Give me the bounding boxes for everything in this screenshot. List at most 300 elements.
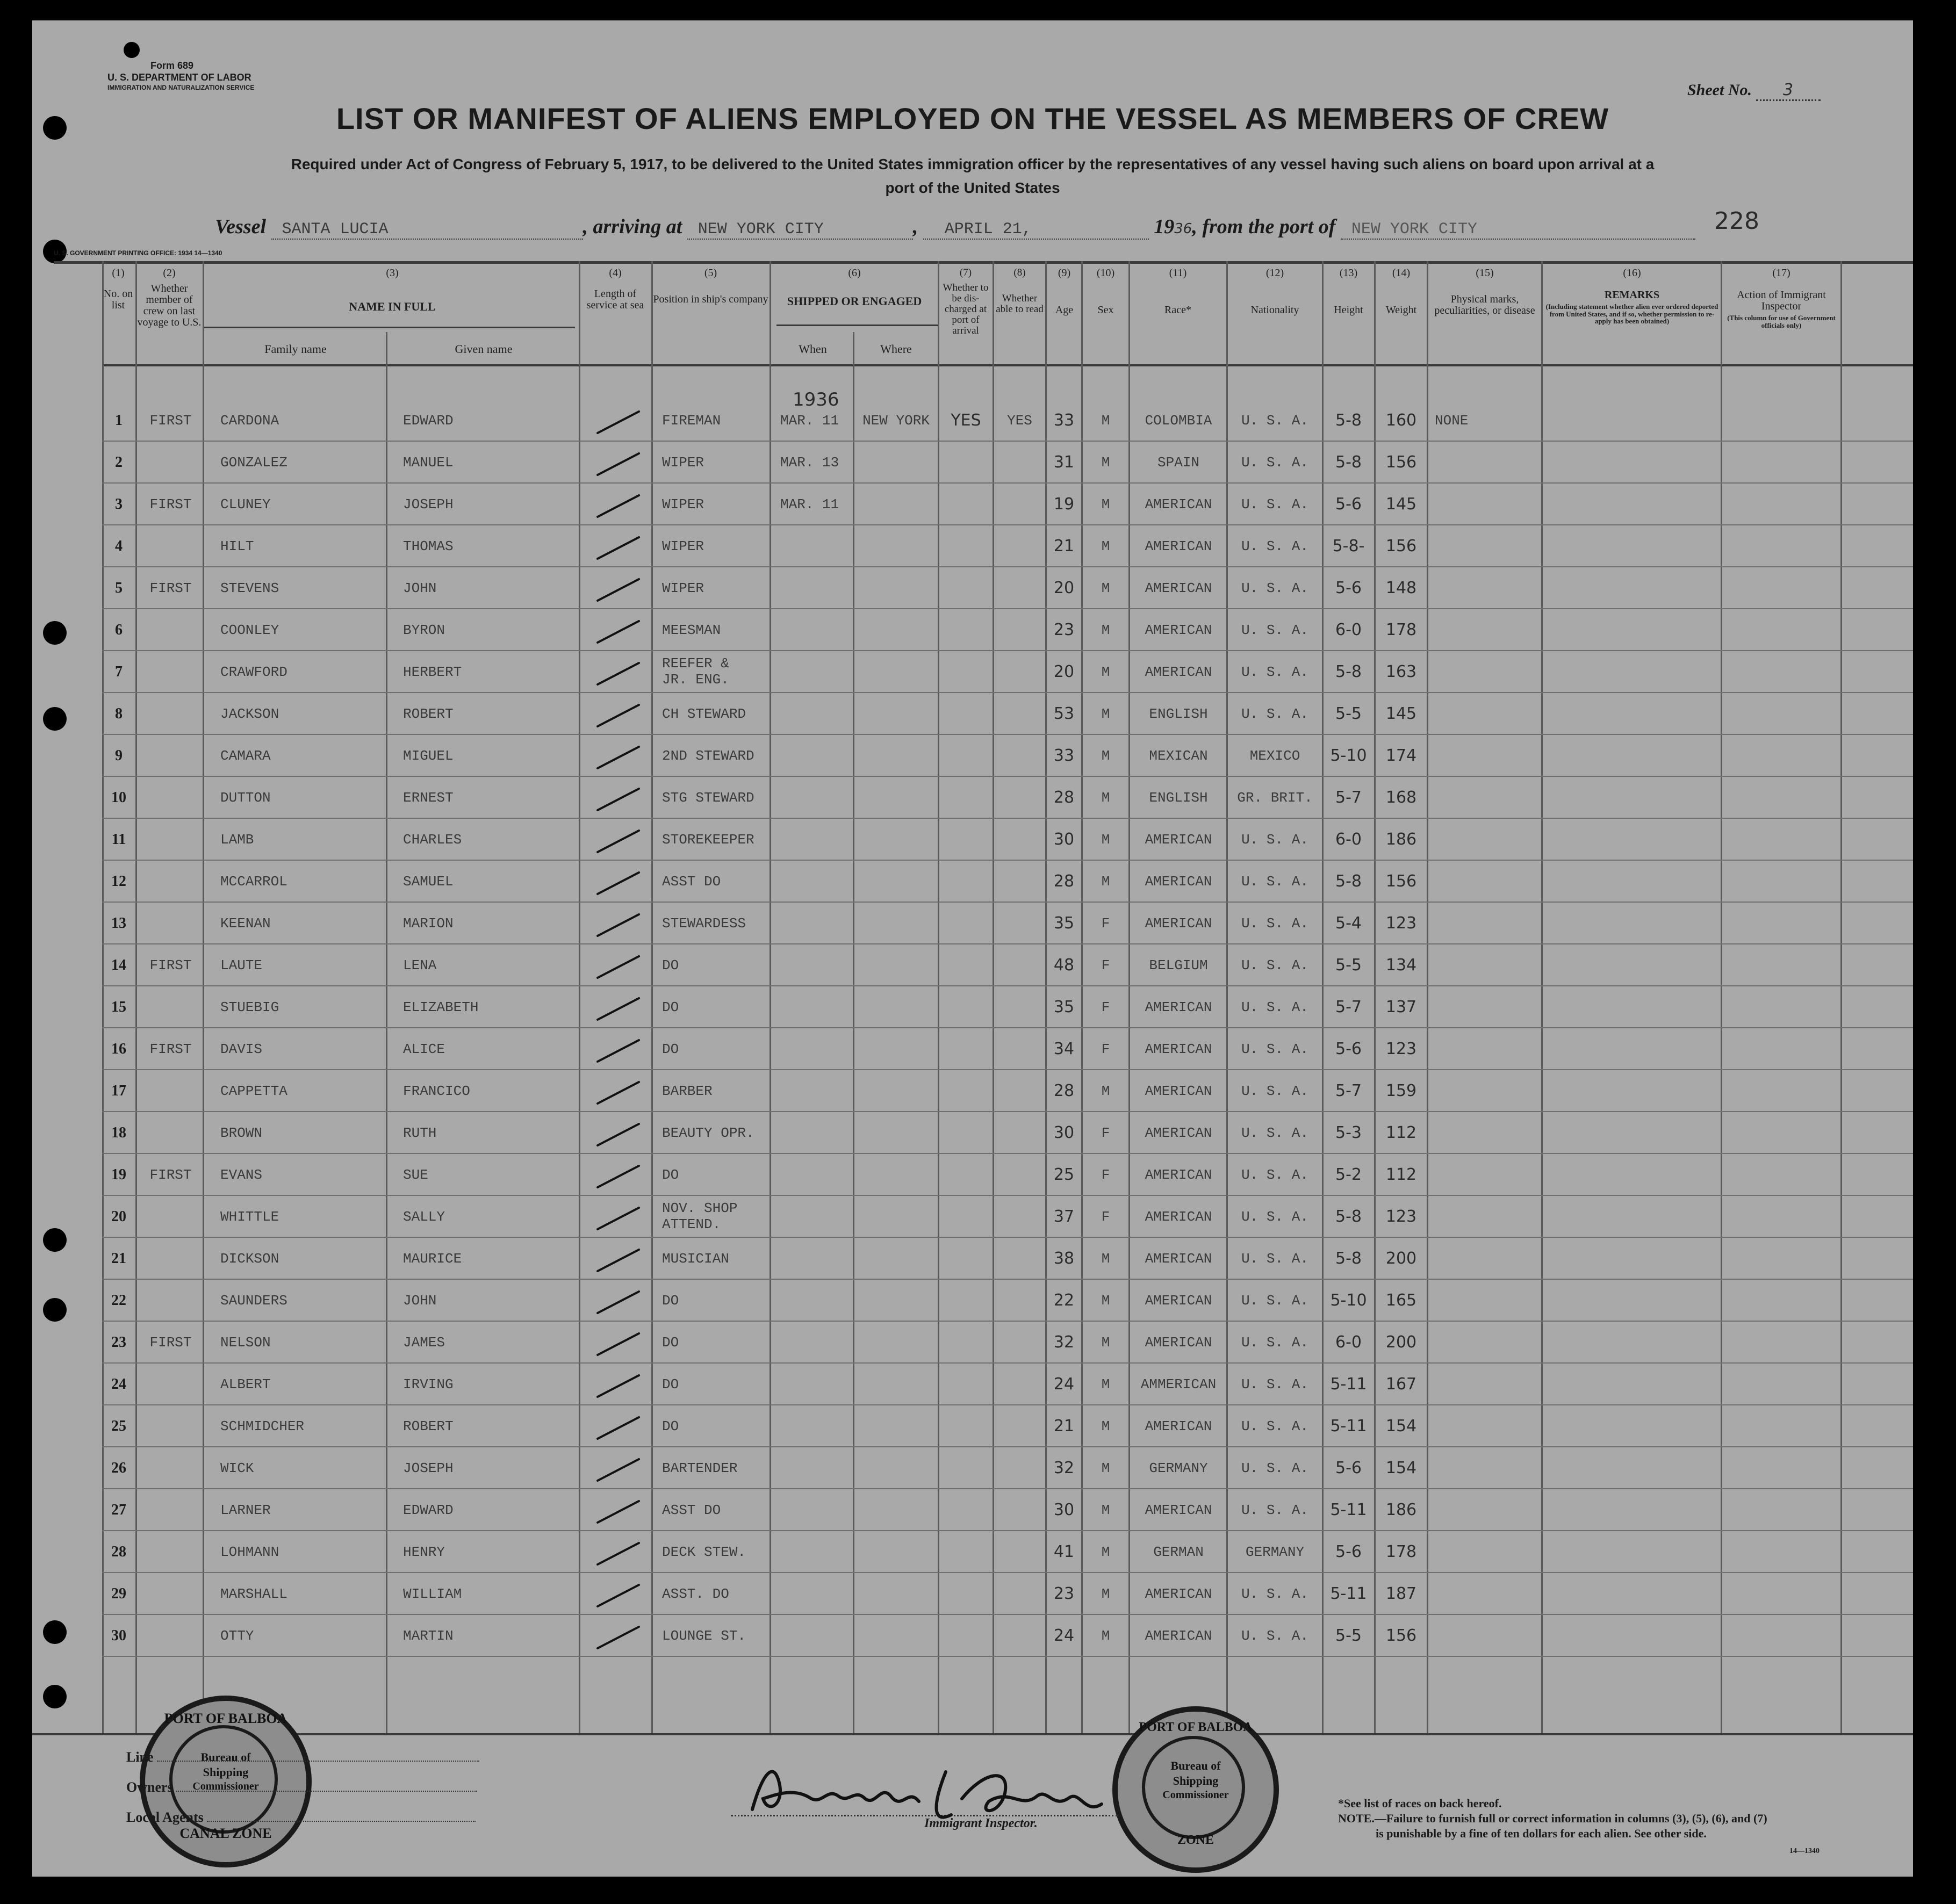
cell-position: BARTENDER (662, 1460, 738, 1476)
cell-given: ELIZABETH (403, 999, 479, 1015)
cell-discharged (940, 1615, 991, 1657)
cell-family: LARNER (220, 1502, 271, 1518)
cell-given: LENA (403, 957, 437, 973)
cell-when (780, 1615, 853, 1657)
cell-given: MIGUEL (403, 748, 454, 764)
cell-family: CRAWFORD (220, 664, 287, 680)
cell-position: 2ND STEWARD (662, 748, 754, 764)
cell-prev (140, 1112, 202, 1154)
cell-where (854, 1154, 938, 1196)
cell-where (854, 484, 938, 525)
cell-family: LAUTE (220, 957, 263, 973)
cell-height: 5-10 (1330, 1291, 1367, 1310)
cell-weight: 165 (1385, 1291, 1417, 1310)
cell-age: 30 (1053, 1123, 1075, 1142)
cell-read (994, 442, 1045, 484)
cell-discharged (940, 1322, 991, 1364)
cell-sex: M (1101, 664, 1110, 680)
cell-where (854, 1405, 938, 1447)
cell-read (994, 484, 1045, 525)
cell-sex: F (1101, 1167, 1110, 1183)
cell-when (780, 567, 853, 609)
cell-nationality: U. S. A. (1241, 915, 1308, 932)
cell-sex: M (1101, 1293, 1110, 1309)
cell-weight: 145 (1385, 704, 1417, 723)
service-slash-mark (598, 579, 639, 601)
service-slash-mark (598, 789, 639, 810)
cell-given: SAMUEL (403, 874, 454, 890)
cell-given: HENRY (403, 1544, 445, 1560)
cell-prev (140, 735, 202, 777)
service-slash-mark (598, 1040, 639, 1062)
cell-given: MARTIN (403, 1628, 454, 1644)
cell-sex: M (1101, 874, 1110, 890)
cell-marks (1435, 1154, 1540, 1196)
cell-race: AMERICAN (1145, 874, 1212, 890)
cell-no: 4 (115, 538, 123, 554)
cell-weight: 168 (1385, 788, 1417, 807)
cell-read: YES (1007, 413, 1032, 429)
cell-family: WHITTLE (220, 1209, 279, 1225)
cell-when (780, 1447, 853, 1489)
cell-sex: F (1101, 999, 1110, 1015)
cell-when (780, 1531, 853, 1573)
cell-sex: F (1101, 1125, 1110, 1141)
service-slash-mark (598, 1459, 639, 1481)
cell-position: STEWARDESS (662, 915, 746, 932)
cell-sex: M (1101, 790, 1110, 806)
cell-when (780, 944, 853, 986)
cell-given: ALICE (403, 1041, 445, 1057)
cell-sex: M (1101, 706, 1110, 722)
cell-height: 6-0 (1335, 621, 1362, 639)
cell-weight: 154 (1385, 1459, 1417, 1477)
cell-given: JOSEPH (403, 496, 454, 513)
cell-marks (1435, 861, 1540, 903)
cell-when (780, 819, 853, 861)
cell-marks (1435, 1280, 1540, 1322)
cell-height: 5-6 (1335, 1542, 1362, 1561)
cell-weight: 137 (1385, 998, 1417, 1016)
cell-given: MANUEL (403, 455, 454, 471)
cell-sex: F (1101, 915, 1110, 932)
shipped-year: 1936 (793, 389, 839, 410)
cell-prev (140, 1364, 202, 1405)
cell-sex: M (1101, 1502, 1110, 1518)
cell-weight: 186 (1385, 1501, 1417, 1519)
cell-race: GERMAN (1153, 1544, 1204, 1560)
cell-read (994, 525, 1045, 567)
cell-race: ENGLISH (1149, 706, 1208, 722)
service-slash-mark (598, 1585, 639, 1606)
cell-race: AMMERICAN (1140, 1376, 1217, 1393)
cell-family: COONLEY (220, 622, 279, 638)
cell-family: MCCARROL (220, 874, 287, 890)
cell-prev (140, 442, 202, 484)
cell-read (994, 1615, 1045, 1657)
cell-when (780, 777, 853, 819)
cell-family: STEVENS (220, 580, 279, 596)
cell-given: JOHN (403, 1293, 437, 1309)
cell-weight: 123 (1385, 1040, 1417, 1058)
position-line-2: JR. ENG. (662, 672, 729, 688)
cell-marks (1435, 1364, 1540, 1405)
cell-prev (140, 1489, 202, 1531)
table-row (32, 1531, 1913, 1573)
cell-discharged (940, 1112, 991, 1154)
cell-where (854, 442, 938, 484)
year-prefix: 19 (1154, 215, 1175, 238)
position-line-1: NOV. SHOP (662, 1200, 738, 1216)
cell-height: 5-11 (1330, 1501, 1367, 1519)
cell-weight: 178 (1385, 621, 1417, 639)
cell-no: 3 (115, 496, 123, 513)
cell-marks (1435, 525, 1540, 567)
cell-family: CAPPETTA (220, 1083, 287, 1099)
vessel-line: Vessel SANTA LUCIA , arriving at NEW YORK CITY , APRIL 21, 1936, from the port of NEW YORK CITY (215, 215, 1695, 240)
cell-no: 25 (111, 1418, 126, 1434)
cell-when (780, 1112, 853, 1154)
table-row (32, 777, 1913, 819)
cell-age: 21 (1053, 537, 1075, 556)
cell-age: 41 (1053, 1542, 1075, 1561)
cell-prev: FIRST (149, 957, 192, 973)
cell-when (780, 1405, 853, 1447)
cell-marks: NONE (1435, 413, 1469, 429)
cell-when (780, 609, 853, 651)
cell-position: WIPER (662, 538, 704, 554)
cell-family: ALBERT (220, 1376, 271, 1393)
cell-when (780, 1364, 853, 1405)
col6-header: (6) SHIPPED OR ENGAGED (787, 267, 922, 308)
cell-marks (1435, 1531, 1540, 1573)
cell-prev (140, 1447, 202, 1489)
cell-read (994, 1489, 1045, 1531)
cell-age: 32 (1053, 1333, 1075, 1352)
table-row (32, 1489, 1913, 1531)
cell-no: 29 (111, 1585, 126, 1602)
cell-family: SCHMIDCHER (220, 1418, 305, 1434)
cell-weight: 145 (1385, 495, 1417, 514)
col15-header: (15) Physical marks, peculiarities, or disease (1434, 267, 1535, 316)
sheet-label: Sheet No. (1687, 81, 1752, 99)
cell-nationality: U. S. A. (1241, 664, 1308, 680)
cell-race: AMERICAN (1145, 580, 1212, 596)
cell-nationality: U. S. A. (1241, 413, 1308, 429)
cell-when (780, 1070, 853, 1112)
table-row (32, 525, 1913, 567)
cell-age: 21 (1053, 1417, 1075, 1436)
cell-when: MAR. 13 (780, 455, 839, 471)
line-label: Line (126, 1749, 479, 1765)
cell-race: AMERICAN (1145, 1628, 1212, 1644)
cell-race: GERMANY (1149, 1460, 1208, 1476)
cell-position: BARBER (662, 1083, 713, 1099)
service-slash-mark (598, 831, 639, 852)
form-code: 14—1340 (1789, 1847, 1820, 1855)
cell-where (854, 1070, 938, 1112)
cell-age: 25 (1053, 1165, 1075, 1184)
cell-race: MEXICAN (1149, 748, 1208, 764)
service-slash-mark (598, 872, 639, 894)
table-row (32, 1364, 1913, 1405)
cell-nationality: U. S. A. (1241, 1041, 1308, 1057)
service-slash-mark (598, 1333, 639, 1355)
cell-no: 24 (111, 1376, 126, 1393)
cell-no: 18 (111, 1124, 126, 1141)
service-slash-mark (598, 705, 639, 726)
port-of-balboa-stamp-right: PORT OF BALBOA Bureau of Shipping Commissioner ZONE (1112, 1706, 1279, 1873)
cell-where (854, 1615, 938, 1657)
cell-height: 5-7 (1335, 1081, 1362, 1100)
cell-discharged (940, 1489, 991, 1531)
cell-age: 28 (1053, 1081, 1075, 1100)
cell-age: 20 (1053, 579, 1075, 597)
cell-family: CLUNEY (220, 496, 271, 513)
cell-where (854, 609, 938, 651)
cell-read (994, 1364, 1045, 1405)
cell-position: DO (662, 1041, 679, 1057)
cell-race: AMERICAN (1145, 538, 1212, 554)
service-slash-mark (598, 956, 639, 978)
cell-discharged (940, 1070, 991, 1112)
cell-where (854, 735, 938, 777)
cell-sex: M (1101, 496, 1110, 513)
cell-marks (1435, 903, 1540, 944)
crew-table (32, 20, 1913, 1877)
cell-position: STOREKEEPER (662, 832, 754, 848)
cell-prev (140, 651, 202, 693)
col14-header: (14) Weight (1385, 267, 1417, 316)
cell-when (780, 986, 853, 1028)
cell-read (994, 1154, 1045, 1196)
table-row (32, 442, 1913, 484)
cell-weight: 159 (1385, 1081, 1417, 1100)
cell-age: 48 (1053, 956, 1075, 975)
port-of-balboa-stamp-left: PORT OF BALBOA Bureau of Shipping Commissioner CANAL ZONE (140, 1696, 312, 1867)
table-row (32, 1070, 1913, 1112)
cell-where (854, 651, 938, 693)
cell-read (994, 1531, 1045, 1573)
table-row (32, 1573, 1913, 1615)
cell-nationality: U. S. A. (1241, 832, 1308, 848)
cell-nationality: U. S. A. (1241, 1376, 1308, 1393)
cell-weight: 148 (1385, 579, 1417, 597)
cell-race: AMERICAN (1145, 1418, 1212, 1434)
service-slash-mark (598, 1082, 639, 1104)
table-row (32, 903, 1913, 944)
cell-given: IRVING (403, 1376, 454, 1393)
col8-header: (8) Whether able to read (996, 267, 1044, 315)
cell-read (994, 1028, 1045, 1070)
cell-position: DECK STEW. (662, 1544, 746, 1560)
cell-position: DO (662, 957, 679, 973)
cell-no: 30 (111, 1627, 126, 1644)
cell-read (994, 1573, 1045, 1615)
cell-nationality: U. S. A. (1241, 1293, 1308, 1309)
cell-age: 35 (1053, 914, 1075, 933)
cell-family: WICK (220, 1460, 254, 1476)
cell-weight: 167 (1385, 1375, 1417, 1394)
cell-sex: M (1101, 1586, 1110, 1602)
cell-height: 6-0 (1335, 830, 1362, 849)
cell-race: AMERICAN (1145, 664, 1212, 680)
cell-race: COLOMBIA (1145, 413, 1212, 429)
cell-where (854, 1531, 938, 1573)
cell-given: HERBERT (403, 664, 462, 680)
cell-position (662, 1196, 770, 1238)
cell-when: MAR. 11 (780, 413, 839, 429)
cell-nationality: U. S. A. (1241, 874, 1308, 890)
cell-read (994, 1112, 1045, 1154)
cell-race: AMERICAN (1145, 832, 1212, 848)
table-row (32, 1112, 1913, 1154)
table-row (32, 567, 1913, 609)
cell-where (854, 1028, 938, 1070)
cell-race: AMERICAN (1145, 1125, 1212, 1141)
cell-where (854, 903, 938, 944)
cell-race: SPAIN (1157, 455, 1199, 471)
service-slash-mark (598, 495, 639, 517)
cell-discharged (940, 777, 991, 819)
cell-prev: FIRST (149, 413, 192, 429)
cell-prev (140, 903, 202, 944)
cell-where (854, 1322, 938, 1364)
cell-no: 23 (111, 1334, 126, 1351)
cell-nationality: U. S. A. (1241, 496, 1308, 513)
cell-nationality: U. S. A. (1241, 999, 1308, 1015)
cell-age: 37 (1053, 1207, 1075, 1226)
cell-where (854, 861, 938, 903)
cell-race: BELGIUM (1149, 957, 1208, 973)
cell-family: LOHMANN (220, 1544, 279, 1560)
form-number: Form 689 (150, 60, 194, 71)
cell-nationality: U. S. A. (1241, 706, 1308, 722)
table-row (32, 861, 1913, 903)
service-slash-mark (598, 1292, 639, 1313)
cell-discharged (940, 609, 991, 651)
cell-discharged (940, 861, 991, 903)
cell-weight: 186 (1385, 830, 1417, 849)
cell-no: 22 (111, 1292, 126, 1309)
cell-prev (140, 861, 202, 903)
cell-discharged (940, 1364, 991, 1405)
cell-position: BEAUTY OPR. (662, 1125, 754, 1141)
cell-position: ASST DO (662, 1502, 721, 1518)
col5-header: (5) Position in ship's company (653, 267, 768, 305)
table-row (32, 1322, 1913, 1364)
cell-position: DO (662, 1293, 679, 1309)
cell-prev (140, 693, 202, 735)
cell-nationality: U. S. A. (1241, 1460, 1308, 1476)
cell-weight: 187 (1385, 1584, 1417, 1603)
table-row (32, 1196, 1913, 1238)
signature-text (731, 1750, 735, 1751)
year-suffix: 36 (1174, 221, 1192, 237)
cell-discharged (940, 1154, 991, 1196)
cell-no: 16 (111, 1041, 126, 1057)
cell-where (854, 1447, 938, 1489)
table-row (32, 484, 1913, 525)
cell-where (854, 567, 938, 609)
cell-prev: FIRST (149, 1335, 192, 1351)
cell-height: 5-5 (1335, 1626, 1362, 1645)
cell-height: 5-6 (1335, 579, 1362, 597)
col16-header: (16) REMARKS (Including statement whether alien ever ordered deported from United States, and if so, whether permission to re-apply has been obtained) (1545, 267, 1718, 326)
cell-race: AMERICAN (1145, 1502, 1212, 1518)
arriving-label: arriving at (593, 215, 682, 238)
cell-when (780, 1154, 853, 1196)
length-of-service-marks (579, 20, 654, 1740)
vessel-label: Vessel (215, 215, 266, 238)
cell-weight: 178 (1385, 1542, 1417, 1561)
cell-read (994, 903, 1045, 944)
cell-read (994, 609, 1045, 651)
table-row (32, 651, 1913, 693)
service-slash-mark (598, 1417, 639, 1439)
cell-read (994, 819, 1045, 861)
col3-header: (3) NAME IN FULL (349, 267, 436, 313)
table-row (32, 944, 1913, 986)
cell-no: 6 (115, 622, 123, 638)
cell-race: AMERICAN (1145, 1586, 1212, 1602)
cell-age: 30 (1053, 830, 1075, 849)
col12-header: (12) Nationality (1250, 267, 1299, 316)
cell-read (994, 1196, 1045, 1238)
cell-no: 12 (111, 873, 126, 890)
cell-marks (1435, 1028, 1540, 1070)
table-row (32, 1405, 1913, 1447)
cell-family: LAMB (220, 832, 254, 848)
cell-family: CARDONA (220, 413, 279, 429)
cell-given: ROBERT (403, 1418, 454, 1434)
cell-given: ROBERT (403, 706, 454, 722)
cell-nationality: U. S. A. (1241, 1335, 1308, 1351)
cell-discharged (940, 1447, 991, 1489)
cell-where (854, 944, 938, 986)
cell-read (994, 1280, 1045, 1322)
cell-sex: F (1101, 1209, 1110, 1225)
cell-family: NELSON (220, 1335, 271, 1351)
cell-marks (1435, 567, 1540, 609)
cell-when (780, 861, 853, 903)
service-slash-mark (598, 412, 639, 433)
cell-prev (140, 609, 202, 651)
cell-prev (140, 819, 202, 861)
cell-no: 15 (111, 999, 126, 1015)
cell-race: AMERICAN (1145, 999, 1212, 1015)
owners-label: Owners (126, 1779, 477, 1795)
cell-no: 8 (115, 705, 123, 722)
cell-given: SUE (403, 1167, 428, 1183)
cell-height: 5-8 (1335, 453, 1362, 472)
service-slash-mark (598, 1124, 639, 1145)
cell-where (854, 777, 938, 819)
cell-family: DUTTON (220, 790, 271, 806)
cell-where (854, 1364, 938, 1405)
cell-race: AMERICAN (1145, 1251, 1212, 1267)
cell-sex: M (1101, 1460, 1110, 1476)
cell-age: 24 (1053, 1626, 1075, 1645)
cell-where (854, 1280, 938, 1322)
cell-nationality: U. S. A. (1241, 580, 1308, 596)
cell-prev (140, 1196, 202, 1238)
cell-family: JACKSON (220, 706, 279, 722)
cell-age: 31 (1053, 453, 1075, 472)
sheet-value: 3 (1756, 81, 1821, 101)
from-port: NEW YORK CITY (1341, 220, 1695, 240)
cell-when (780, 525, 853, 567)
